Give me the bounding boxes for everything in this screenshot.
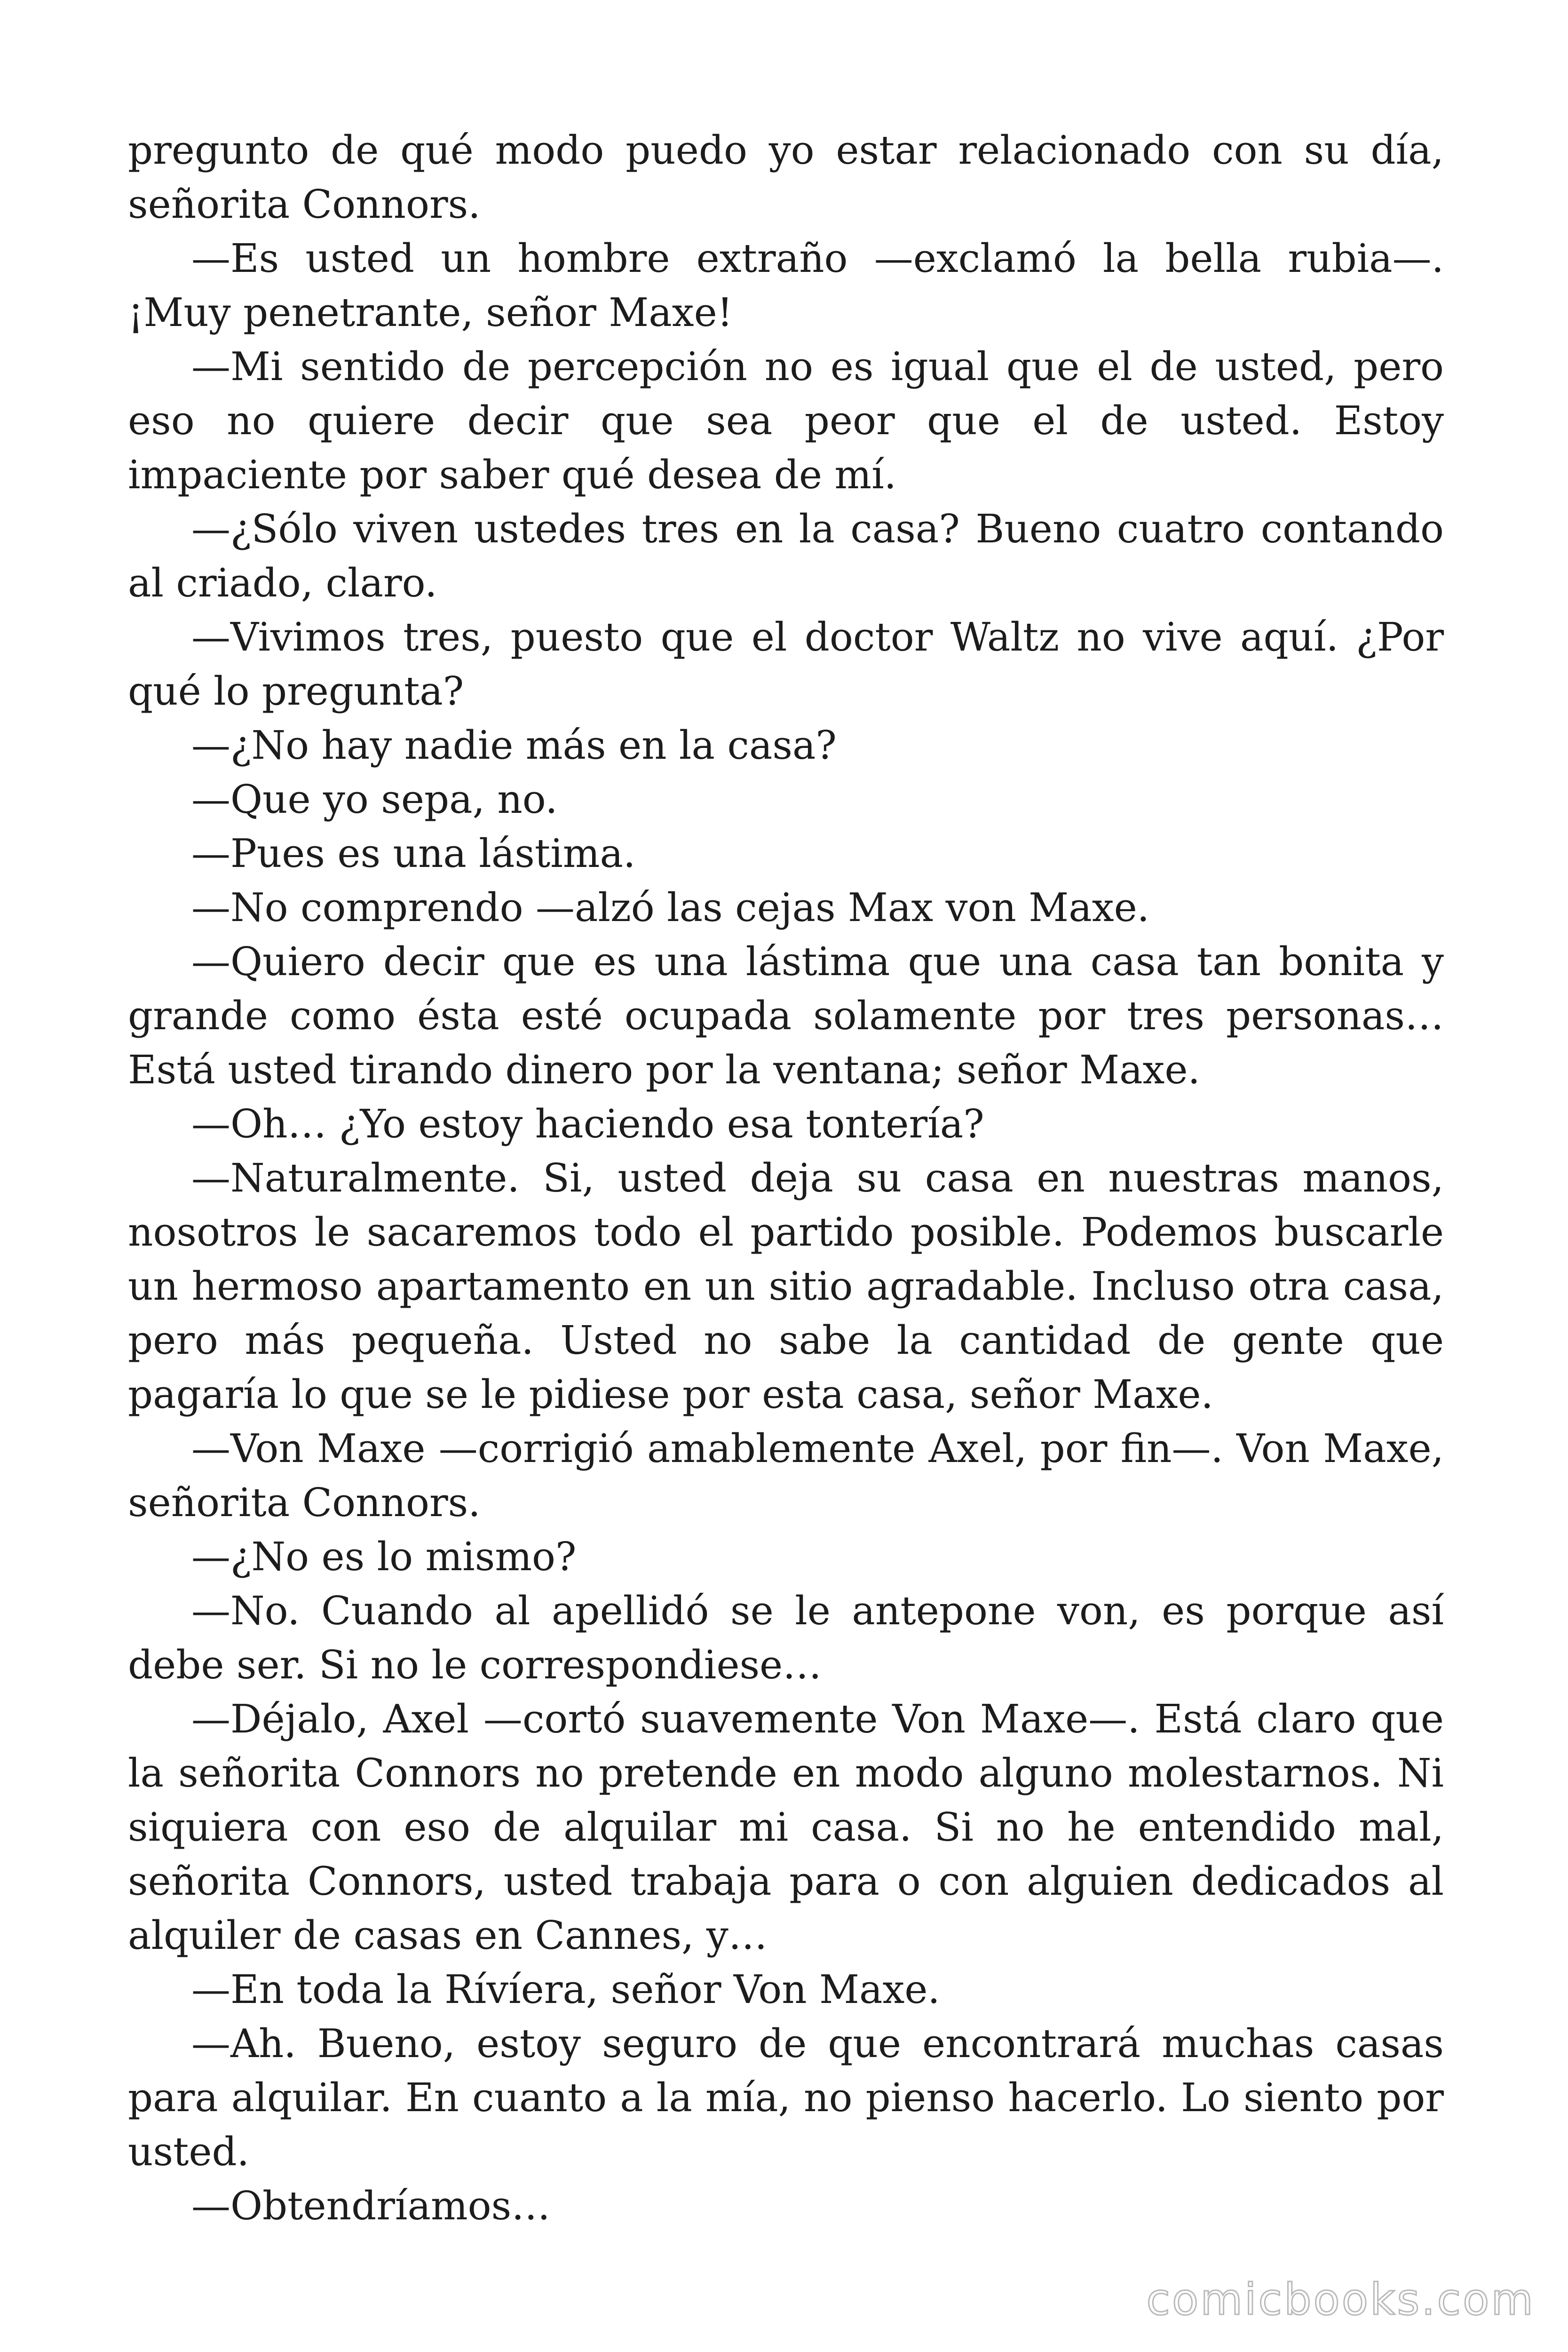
paragraph-4: —¿Sólo viven ustedes tres en la casa? Bueno cuatro contando al criado, claro. (128, 506, 1444, 606)
paragraph-6: —¿No hay nadie más en la casa? (191, 723, 837, 768)
paragraph-1: pregunto de qué modo puedo yo estar relacionado con su día, señorita Connors. (128, 127, 1444, 227)
paragraph-12: —Naturalmente. Si, usted deja su casa en nuestras manos, nosotros le sacaremos todo el partido posible. Podemos buscarle un hermoso apartamento en un sitio agradable. Incluso otra casa, pero más pequeña. Usted no sabe la cantidad de gente que pagaría lo que se le pidiese por esta casa, señor Maxe. (128, 1155, 1444, 1417)
paragraph-17: —En toda la Rívíera, señor Von Maxe. (191, 1967, 940, 2012)
paragraph-7: —Que yo sepa, no. (191, 777, 558, 822)
paragraph-11: —Oh… ¿Yo estoy haciendo esa tontería? (191, 1101, 984, 1147)
paragraph-8: —Pues es una lástima. (191, 831, 636, 876)
paragraph-5: —Vivimos tres, puesto que el doctor Waltz no vive aquí. ¿Por qué lo pregunta? (128, 614, 1444, 714)
paragraph-3: —Mi sentido de percepción no es igual que el de usted, pero eso no quiere decir que sea peor que el de usted. Estoy impaciente por saber qué desea de mí. (128, 344, 1444, 498)
paragraph-2: —Es usted un hombre extraño —exclamó la bella rubia—. ¡Muy penetrante, señor Maxe! (128, 236, 1444, 335)
paragraph-19: —Obtendríamos… (191, 2183, 551, 2229)
paragraph-16: —Déjalo, Axel —cortó suavemente Von Maxe—. Está claro que la señorita Connors no pretende en modo alguno molestarnos. Ni siquiera con eso de alquilar mi casa. Si no he entendido mal, señorita Connors, usted trabaja para o con alguien dedicados al alquiler de casas en Cannes, y… (128, 1696, 1444, 1958)
paragraph-14: —¿No es lo mismo? (191, 1534, 577, 1580)
paragraph-15: —No. Cuando al apellidó se le antepone von, es porque así debe ser. Si no le correspondiese… (128, 1588, 1444, 1688)
paragraph-13: —Von Maxe —corrigió amablemente Axel, por fin—. Von Maxe, señorita Connors. (128, 1426, 1444, 1526)
paragraph-18: —Ah. Bueno, estoy seguro de que encontrará muchas casas para alquilar. En cuanto a la mía, no pienso hacerlo. Lo siento por usted. (128, 2021, 1444, 2175)
paragraph-10: —Quiero decir que es una lástima que una casa tan bonita y grande como ésta esté ocupada solamente por tres personas… Está usted tirando dinero por la ventana; señor Maxe. (128, 939, 1444, 1093)
paragraph-9: —No comprendo —alzó las cejas Max von Maxe. (191, 885, 1150, 930)
book-page (128, 123, 1444, 2233)
watermark-text: comicbooks.com (1146, 2274, 1535, 2325)
